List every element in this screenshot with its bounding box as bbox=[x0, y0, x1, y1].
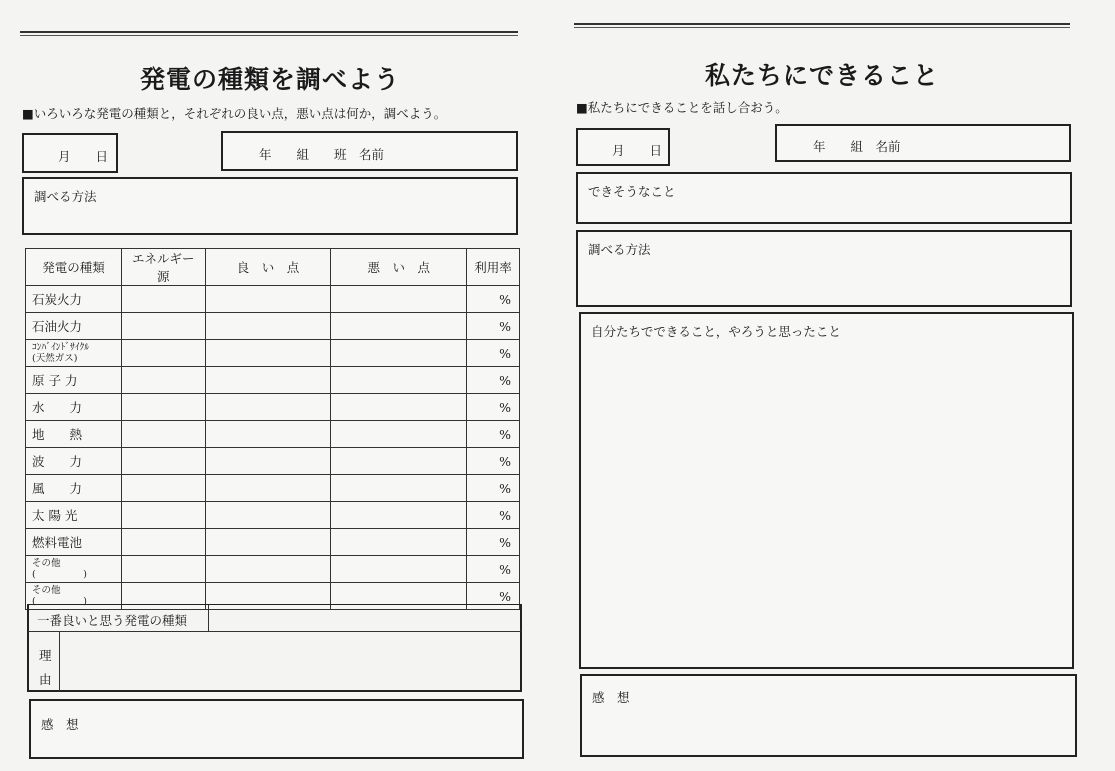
right-method-field[interactable] bbox=[576, 230, 1072, 307]
good-point-cell[interactable] bbox=[205, 448, 331, 475]
bad-point-cell[interactable] bbox=[331, 421, 467, 448]
table-header-row bbox=[26, 249, 520, 286]
right-method-label: 調べる方法 bbox=[588, 242, 651, 257]
bad-point-cell[interactable] bbox=[331, 502, 467, 529]
type-cell: ｺﾝﾊﾞｲﾝﾄﾞｻｲｸﾙ (天然ガス) bbox=[26, 340, 122, 367]
type-cell: その他 ( ) bbox=[26, 583, 122, 610]
type-cell: 太 陽 光 bbox=[26, 502, 122, 529]
type-cell: 波 力 bbox=[26, 448, 122, 475]
type-cell: 石油火力 bbox=[26, 313, 122, 340]
header-source: エネルギー源 bbox=[121, 249, 205, 286]
good-point-cell[interactable] bbox=[205, 313, 331, 340]
bad-point-cell[interactable] bbox=[331, 475, 467, 502]
best-type-label: 一番良いと思う発電の種類 bbox=[37, 613, 188, 628]
type-cell: 石炭火力 bbox=[26, 286, 122, 313]
source-cell[interactable] bbox=[121, 340, 205, 367]
right-title: 私たちにできること bbox=[705, 61, 940, 90]
possible-label: できそうなこと bbox=[588, 184, 676, 199]
left-worksheet bbox=[0, 0, 545, 771]
method-label: 調べる方法 bbox=[34, 189, 97, 204]
header-type: 発電の種類 bbox=[26, 249, 122, 286]
left-instruction: ■いろいろな発電の種類と，それぞれの良い点，悪い点は何か，調べよう。 bbox=[22, 106, 447, 121]
impression-label: 感 想 bbox=[41, 717, 79, 732]
type-cell: 原 子 力 bbox=[26, 367, 122, 394]
bad-point-cell[interactable] bbox=[331, 394, 467, 421]
rate-cell[interactable]: % bbox=[467, 529, 520, 556]
table-row bbox=[26, 529, 520, 556]
good-point-cell[interactable] bbox=[205, 421, 331, 448]
bad-point-cell[interactable] bbox=[331, 448, 467, 475]
left-method-field[interactable] bbox=[22, 177, 518, 235]
rate-cell[interactable]: % bbox=[467, 556, 520, 583]
date-label: 月 日 bbox=[58, 149, 109, 164]
reason-divider bbox=[59, 632, 60, 691]
rate-cell[interactable]: % bbox=[467, 394, 520, 421]
good-point-cell[interactable] bbox=[205, 475, 331, 502]
table-row bbox=[26, 394, 520, 421]
left-title: 発電の種類を調べよう bbox=[140, 65, 401, 94]
source-cell[interactable] bbox=[121, 394, 205, 421]
source-cell[interactable] bbox=[121, 475, 205, 502]
table-row bbox=[26, 286, 520, 313]
best-type-row[interactable] bbox=[27, 604, 522, 632]
source-cell[interactable] bbox=[121, 313, 205, 340]
left-impression-field[interactable] bbox=[29, 699, 524, 759]
type-cell: 風 力 bbox=[26, 475, 122, 502]
rate-cell[interactable]: % bbox=[467, 502, 520, 529]
top-rule-left bbox=[20, 31, 518, 36]
self-actions-label: 自分たちでできること，やろうと思ったこと bbox=[591, 324, 841, 339]
good-point-cell[interactable] bbox=[205, 286, 331, 313]
rate-cell[interactable]: % bbox=[467, 448, 520, 475]
bad-point-cell[interactable] bbox=[331, 286, 467, 313]
right-name-field[interactable] bbox=[775, 124, 1071, 162]
header-rate: 利用率 bbox=[467, 249, 520, 286]
right-impression-field[interactable] bbox=[580, 674, 1077, 757]
good-point-cell[interactable] bbox=[205, 502, 331, 529]
rate-cell[interactable]: % bbox=[467, 475, 520, 502]
good-point-cell[interactable] bbox=[205, 394, 331, 421]
left-name-field[interactable] bbox=[221, 131, 518, 171]
top-rule-right bbox=[574, 23, 1070, 28]
right-worksheet bbox=[560, 0, 1115, 771]
rate-cell[interactable]: % bbox=[467, 367, 520, 394]
source-cell[interactable] bbox=[121, 529, 205, 556]
rate-cell[interactable]: % bbox=[467, 313, 520, 340]
power-types-table bbox=[25, 248, 520, 610]
source-cell[interactable] bbox=[121, 286, 205, 313]
type-cell: その他 ( ) bbox=[26, 556, 122, 583]
type-cell: 燃料電池 bbox=[26, 529, 122, 556]
right-instruction: ■私たちにできることを話し合おう。 bbox=[576, 100, 788, 115]
self-actions-field[interactable] bbox=[579, 312, 1074, 669]
right-date-label: 月 日 bbox=[612, 143, 663, 158]
table-row bbox=[26, 313, 520, 340]
rate-cell[interactable]: % bbox=[467, 583, 520, 610]
source-cell[interactable] bbox=[121, 367, 205, 394]
best-type-divider bbox=[208, 605, 209, 631]
bad-point-cell[interactable] bbox=[331, 529, 467, 556]
bad-point-cell[interactable] bbox=[331, 556, 467, 583]
source-cell[interactable] bbox=[121, 448, 205, 475]
reason-field[interactable] bbox=[27, 631, 522, 692]
good-point-cell[interactable] bbox=[205, 529, 331, 556]
source-cell[interactable] bbox=[121, 556, 205, 583]
source-cell[interactable] bbox=[121, 502, 205, 529]
right-impression-label: 感 想 bbox=[592, 690, 630, 705]
good-point-cell[interactable] bbox=[205, 340, 331, 367]
good-point-cell[interactable] bbox=[205, 367, 331, 394]
table-row bbox=[26, 340, 520, 367]
table-row bbox=[26, 475, 520, 502]
bad-point-cell[interactable] bbox=[331, 367, 467, 394]
type-cell: 地 熱 bbox=[26, 421, 122, 448]
reason-label-2: 由 bbox=[39, 672, 52, 687]
name-label: 年 組 班 名前 bbox=[259, 147, 385, 162]
type-cell: 水 力 bbox=[26, 394, 122, 421]
rate-cell[interactable]: % bbox=[467, 286, 520, 313]
reason-label-1: 理 bbox=[39, 648, 52, 663]
table-row bbox=[26, 367, 520, 394]
source-cell[interactable] bbox=[121, 421, 205, 448]
right-date-field[interactable] bbox=[576, 128, 670, 166]
header-bad: 悪 い 点 bbox=[331, 249, 467, 286]
left-date-field[interactable] bbox=[22, 133, 118, 173]
table-row bbox=[26, 448, 520, 475]
good-point-cell[interactable] bbox=[205, 556, 331, 583]
right-name-label: 年 組 名前 bbox=[813, 139, 901, 154]
possible-field[interactable] bbox=[576, 172, 1072, 224]
rate-cell[interactable]: % bbox=[467, 421, 520, 448]
bad-point-cell[interactable] bbox=[331, 313, 467, 340]
bad-point-cell[interactable] bbox=[331, 340, 467, 367]
rate-cell[interactable]: % bbox=[467, 340, 520, 367]
header-good: 良 い 点 bbox=[205, 249, 331, 286]
table-row bbox=[26, 556, 520, 583]
table-row bbox=[26, 421, 520, 448]
table-row bbox=[26, 502, 520, 529]
